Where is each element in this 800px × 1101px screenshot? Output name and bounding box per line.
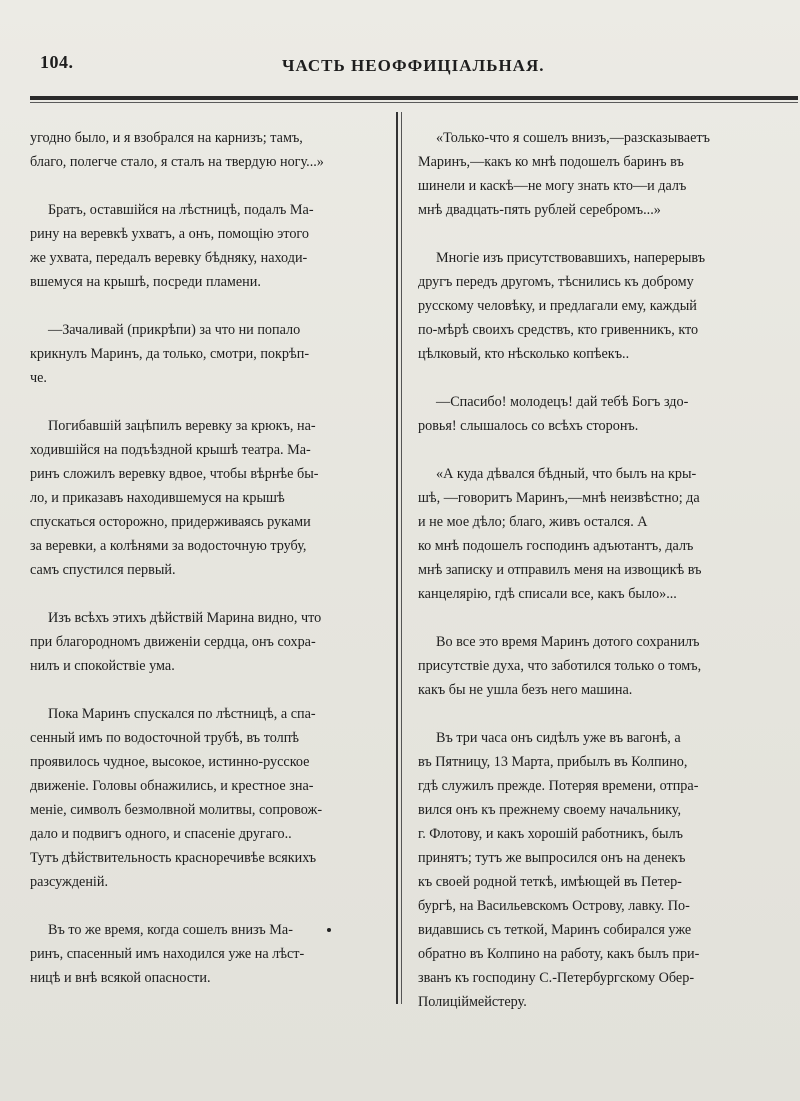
text-line: гдѣ служилъ прежде. Потеряя времени, отпра- [418,778,699,794]
text-line: Изъ всѣхъ этихъ дѣйствій Марина видно, что [48,610,322,626]
text-line: присутствіе духа, что заботился только о томъ, [418,658,702,674]
text-line: «А куда дѣвался бѣдный, что былъ на кры- [436,466,697,482]
text-line: Въ три часа онъ сидѣлъ уже въ вагонѣ, а [436,730,681,746]
text-line: меніе, символъ безмолвной молитвы, сопровож- [30,802,323,818]
paragraph [418,726,770,1014]
column-divider [396,112,398,1004]
text-line: къ своей родной теткѣ, имѣющей въ Петер- [418,874,682,890]
text-line: Братъ, оставшійся на лѣстницѣ, подалъ Ма- [48,202,314,218]
text-line: ринъ, спасенный имъ находился уже на лѣст- [30,946,305,962]
text-line: ко мнѣ подошелъ господинъ адъютантъ, далъ [418,538,694,554]
ink-speck [327,928,331,932]
text-line: че. [30,370,47,386]
header-rule-thin [30,102,798,103]
text-line: Полицiймейстеру. [418,994,527,1010]
text-line: благо, полегче стало, я сталъ на твердую ногу...» [30,154,324,170]
text-line: обратно въ Колпино на работу, какъ былъ при- [418,946,700,962]
paragraph [30,606,386,678]
text-line: за веревки, а колѣнями за водосточную трубу, [30,538,307,554]
text-line: ровья! слышалось со всѣхъ сторонъ. [418,418,639,434]
text-line: Многіе изъ присутствовавшихъ, наперерывъ [436,250,706,266]
paragraph [418,390,770,438]
text-line: шинели и каскѣ—не могу знать кто—и далъ [418,178,687,194]
text-line: принятъ; тутъ же выпросился онъ на денекъ [418,850,686,866]
text-line: въ Пятницу, 13 Марта, прибылъ въ Колпино, [418,754,688,770]
text-line: мнѣ записку и отправилъ меня на извощикѣ въ [418,562,702,578]
paragraph [418,462,770,606]
text-line: дало и подвигъ одного, и спасеніе другаго.. [30,826,292,842]
left-column [30,126,386,1014]
paragraph [30,702,386,894]
paragraph [30,198,386,294]
paragraph [30,414,386,582]
text-line: вился онъ къ прежнему своему начальнику, [418,802,681,818]
text-line: видавшись съ теткой, Маринъ собирался уже [418,922,692,938]
text-line: мнѣ двадцать-пять рублей серебромъ...» [418,202,661,218]
column-divider-thin [401,112,402,1004]
text-line: ринъ сложилъ веревку вдвое, чтобы вѣрнѣе бы- [30,466,319,482]
text-line: —Зачаливай (прикрѣпи) за что ни попало [48,322,301,338]
text-line: сенный имъ по водосточной трубѣ, въ толпѣ [30,730,299,746]
text-line: вшемуся на крышѣ, посреди пламени. [30,274,261,290]
text-line: спускаться осторожно, придерживаясь руками [30,514,311,530]
page-number: 104. [40,52,74,72]
text-line: Маринъ,—какъ ко мнѣ подошелъ баринъ въ [418,154,684,170]
text-line: «Только-что я сошелъ внизъ,—разсказываетъ [436,130,710,146]
text-line: цѣлковый, кто нѣсколько копѣекъ.. [418,346,630,362]
text-line: же ухвата, передалъ веревку бѣдняку, находи- [30,250,308,266]
text-line: Пока Маринъ спускался по лѣстницѣ, а спа- [48,706,316,722]
running-title: ЧАСТЬ НЕОФФИЦІАЛЬНАЯ. [282,56,545,75]
paragraph [418,246,770,366]
text-line: проявилось чудное, высокое, истинно-русское [30,754,310,770]
text-line: бургѣ, на Васильевскомъ Острову, лавку. По- [418,898,690,914]
text-line: угодно было, и я взобрался на карнизъ; тамъ, [30,130,303,146]
text-line: —Спасибо! молодецъ! дай тебѣ Богъ здо- [436,394,689,410]
text-line: другъ передъ другомъ, тѣснились къ доброму [418,274,694,290]
text-line: званъ къ господину С.-Петербургскому Обер- [418,970,695,986]
paragraph [30,918,386,990]
text-line: рину на веревкѣ ухватъ, а онъ, помощію этого [30,226,309,242]
text-line: и не мое дѣло; благо, живъ остался. А [418,514,648,530]
text-line: ло, и приказавъ находившемуся на крышѣ [30,490,285,506]
text-line: Погибавшій зацѣпилъ веревку за крюкъ, на- [48,418,316,434]
text-line: русскому человѣку, и предлагали ему, каждый [418,298,697,314]
paragraph [418,630,770,702]
text-line: Въ то же время, когда сошелъ внизъ Ма- [48,922,293,938]
text-line: разсужденій. [30,874,109,890]
text-line: Во все это время Маринъ дотого сохранилъ [436,634,700,650]
text-line: самъ спустился первый. [30,562,176,578]
text-line: канцелярію, гдѣ списали все, какъ было»... [418,586,677,602]
paragraph [30,126,386,174]
paragraph [418,126,770,222]
text-line: шѣ, —говоритъ Маринъ,—мнѣ неизвѣстно; да [418,490,700,506]
text-line: Тутъ дѣйствительность красноречивѣе всякихъ [30,850,317,866]
text-line: ницѣ и внѣ всякой опасности. [30,970,211,986]
text-line: ходившійся на подъѣздной крышѣ театра. Ма- [30,442,311,458]
text-line: по-мѣрѣ своихъ средствъ, кто гривенникъ, кто [418,322,699,338]
header-rule-thick [30,96,798,100]
text-line: движеніе. Головы обнажились, и крестное зна- [30,778,314,794]
text-line: при благородномъ движеніи сердца, онъ сохра- [30,634,316,650]
text-line: какъ бы не ушла безъ него машина. [418,682,633,698]
text-line: крикнулъ Маринъ, да только, смотри, покрѣп- [30,346,310,362]
paragraph [30,318,386,390]
text-line: нилъ и спокойствіе ума. [30,658,175,674]
text-line: г. Флотову, и какъ хорошій работникъ, былъ [418,826,684,842]
right-column [418,126,770,1038]
